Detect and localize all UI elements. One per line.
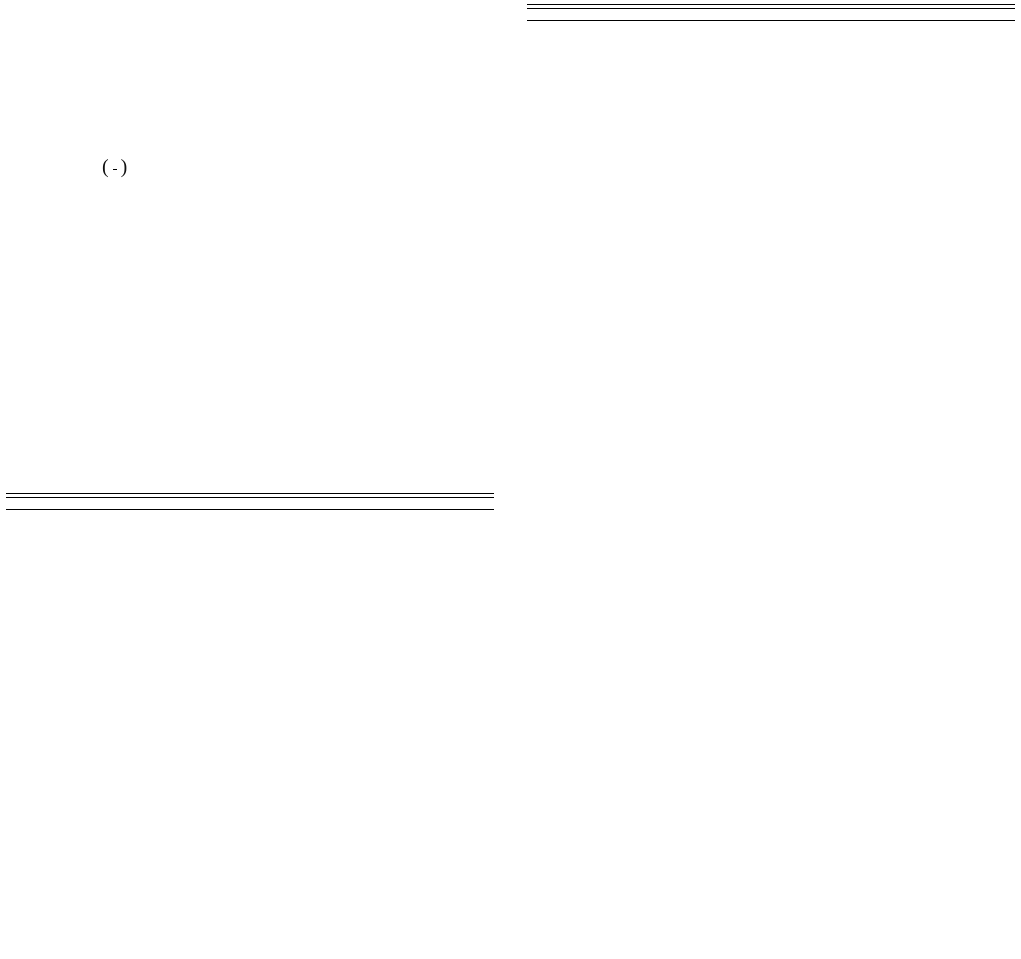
trajectory-figure <box>525 612 1021 952</box>
equation-13: ( ) <box>102 156 128 178</box>
algorithm-1 <box>6 493 494 510</box>
eq13-frac-num <box>113 169 117 170</box>
algorithm-2 <box>527 4 1015 21</box>
